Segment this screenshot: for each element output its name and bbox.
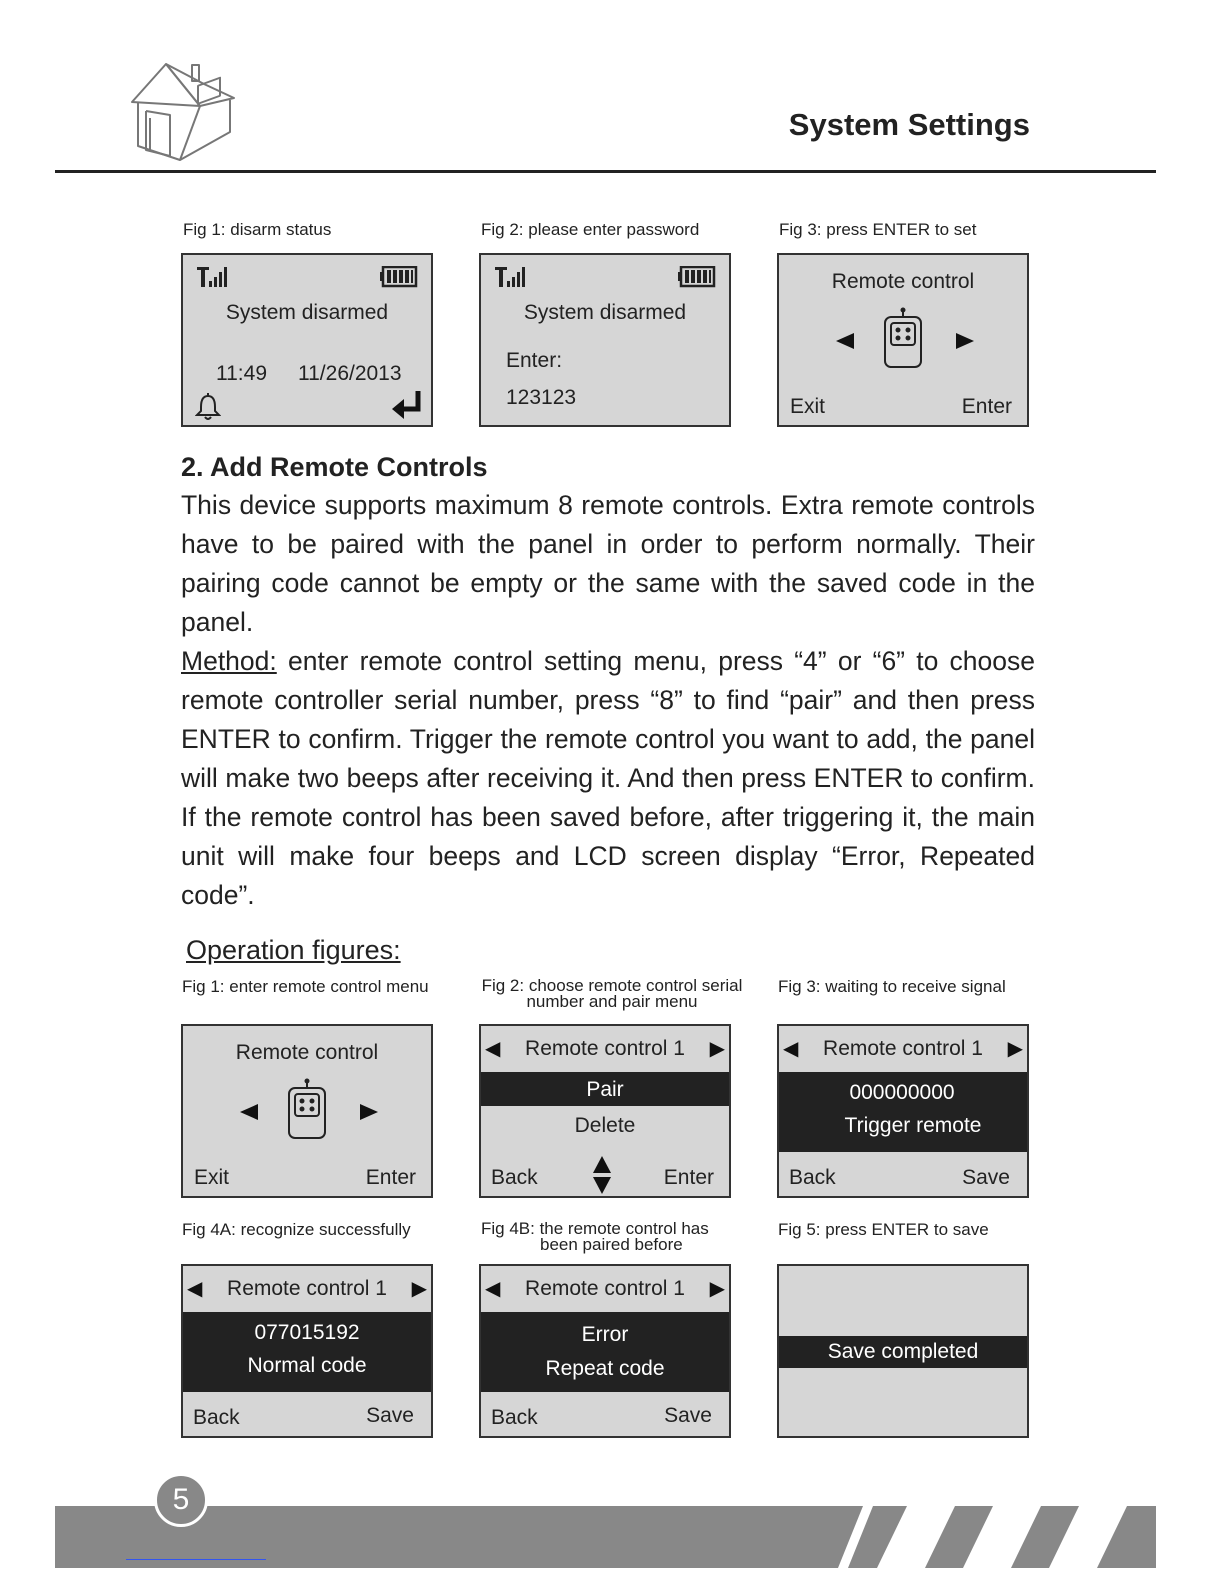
- fig-caption: Fig 1: disarm status: [183, 220, 332, 239]
- battery-icon: [380, 266, 418, 288]
- remote-control-icon: [285, 1078, 329, 1140]
- header-text: Remote control 1: [823, 1037, 983, 1060]
- lcd-screen-disarm-status: [181, 253, 433, 427]
- message-text: Trigger remote: [844, 1114, 982, 1137]
- back-label: Back: [193, 1406, 240, 1429]
- arrow-right-icon: ▶: [1007, 1038, 1023, 1060]
- fig-caption: Fig 5: press ENTER to save: [778, 1220, 989, 1239]
- fig-caption-line: been paired before: [540, 1235, 683, 1254]
- arrow-right-icon: ▶: [709, 1038, 725, 1060]
- code-text: 077015192: [254, 1321, 360, 1344]
- arrow-right-icon: [954, 331, 976, 351]
- back-label: Back: [789, 1166, 836, 1189]
- arrow-right-icon: ▶: [411, 1278, 427, 1300]
- header-text: Remote control 1: [525, 1037, 685, 1060]
- save-label: Save: [366, 1404, 414, 1427]
- bell-icon: [195, 393, 221, 421]
- back-label: Back: [491, 1166, 538, 1189]
- lcd-screen-pair-menu: [479, 1024, 731, 1198]
- header-text: Remote control 1: [525, 1277, 685, 1300]
- fig-caption-line: number and pair menu: [526, 992, 698, 1011]
- fig-caption-line: Fig 4B: the remote control has: [481, 1219, 709, 1238]
- exit-label: Exit: [790, 395, 826, 418]
- method-label: Method:: [181, 646, 277, 676]
- selected-option: [481, 1074, 729, 1106]
- status-text: System disarmed: [225, 301, 389, 324]
- save-label: Save: [664, 1404, 712, 1427]
- enter-label: Enter: [961, 395, 1012, 418]
- screen-header: [183, 1266, 431, 1314]
- exit-label: Exit: [194, 1166, 230, 1189]
- message-band: [183, 1314, 431, 1392]
- screen-header: [481, 1026, 729, 1074]
- header-divider: [55, 170, 1156, 173]
- lcd-screen-remote-control-menu: [777, 253, 1029, 427]
- enter-label: Enter:: [506, 349, 563, 372]
- back-label: Back: [491, 1406, 538, 1429]
- page-title: System Settings: [788, 107, 1030, 142]
- fig-caption: Fig 2: please enter password: [481, 220, 700, 239]
- arrow-left-icon: ◀: [187, 1278, 203, 1300]
- message-text: Repeat code: [545, 1357, 665, 1380]
- remote-control-icon: [881, 307, 925, 369]
- fig-caption: Fig 1: enter remote control menu: [182, 977, 429, 996]
- message-text: Save completed: [827, 1340, 979, 1363]
- arrow-right-icon: [358, 1102, 380, 1122]
- date-text: 11/26/2013: [298, 362, 402, 385]
- signal-icon: [495, 265, 535, 289]
- menu-title: Remote control: [831, 270, 975, 293]
- message-band: [481, 1314, 729, 1392]
- lcd-screen-recognize-success: [181, 1264, 433, 1438]
- error-text: Error: [581, 1323, 629, 1346]
- screen-header: [481, 1266, 729, 1314]
- lcd-screen-enter-password: [479, 253, 731, 427]
- fig-caption: Fig 3: press ENTER to set: [779, 220, 977, 239]
- lcd-screen-waiting-signal: [777, 1024, 1029, 1198]
- fig-caption: [480, 1221, 744, 1253]
- signal-icon: [197, 265, 237, 289]
- enter-label: Enter: [365, 1166, 416, 1189]
- section-title: 2. Add Remote Controls: [181, 452, 488, 482]
- save-label: Save: [962, 1166, 1010, 1189]
- option-pair: Pair: [586, 1078, 624, 1101]
- message-band: [779, 1074, 1027, 1152]
- house-icon: [126, 56, 238, 162]
- operation-figures-title: Operation figures:: [186, 935, 401, 965]
- option-delete: Delete: [574, 1114, 636, 1137]
- arrow-left-icon: [834, 331, 856, 351]
- page-number: 5: [154, 1473, 208, 1527]
- arrow-left-icon: [238, 1102, 260, 1122]
- method-paragraph: [181, 642, 1035, 915]
- message-text: Normal code: [247, 1354, 367, 1377]
- lcd-screen-remote-control-menu: [181, 1024, 433, 1198]
- battery-icon: [678, 266, 716, 288]
- code-text: 000000000: [849, 1081, 955, 1104]
- message-band: [779, 1336, 1027, 1368]
- arrow-left-icon: ◀: [783, 1038, 799, 1060]
- method-text: enter remote control setting menu, press “4” or “6” to choose remote controller serial number, press “8” to find “pair” and then press ENTER to confirm. Trigger the remote control you want to add, the panel will make two beeps after receiving it. And then press ENTER to confirm. If the remote control has been saved before, after triggering it, the main unit will make four beeps and LCD screen display “Error, Repeated code”.: [181, 646, 1035, 910]
- fig-caption-line: Fig 2: choose remote control serial: [481, 976, 743, 995]
- arrow-left-icon: ◀: [485, 1038, 501, 1060]
- fig-caption: Fig 3: waiting to receive signal: [778, 977, 1006, 996]
- arrow-left-icon: ◀: [485, 1278, 501, 1300]
- header-text: Remote control 1: [227, 1277, 387, 1300]
- up-down-arrow-icon: [592, 1155, 612, 1195]
- lcd-screen-repeat-code: [479, 1264, 731, 1438]
- fig-caption: Fig 4A: recognize successfully: [182, 1220, 411, 1239]
- enter-icon: [390, 389, 424, 421]
- menu-title: Remote control: [235, 1041, 379, 1064]
- status-text: System disarmed: [523, 301, 687, 324]
- arrow-right-icon: ▶: [709, 1278, 725, 1300]
- enter-label: Enter: [663, 1166, 714, 1189]
- intro-paragraph: This device supports maximum 8 remote controls. Extra remote controls have to be paired with the panel in order to perform normally. Their pairing code cannot be empty or the same with the saved code in the panel.: [181, 490, 1035, 637]
- footer-link-underline: [126, 1559, 266, 1560]
- password-value: 123123: [506, 386, 577, 409]
- lcd-screen-save-completed: [777, 1264, 1029, 1438]
- screen-header: [779, 1026, 1027, 1074]
- fig-caption: [480, 978, 744, 1010]
- time-text: 11:49: [216, 362, 267, 385]
